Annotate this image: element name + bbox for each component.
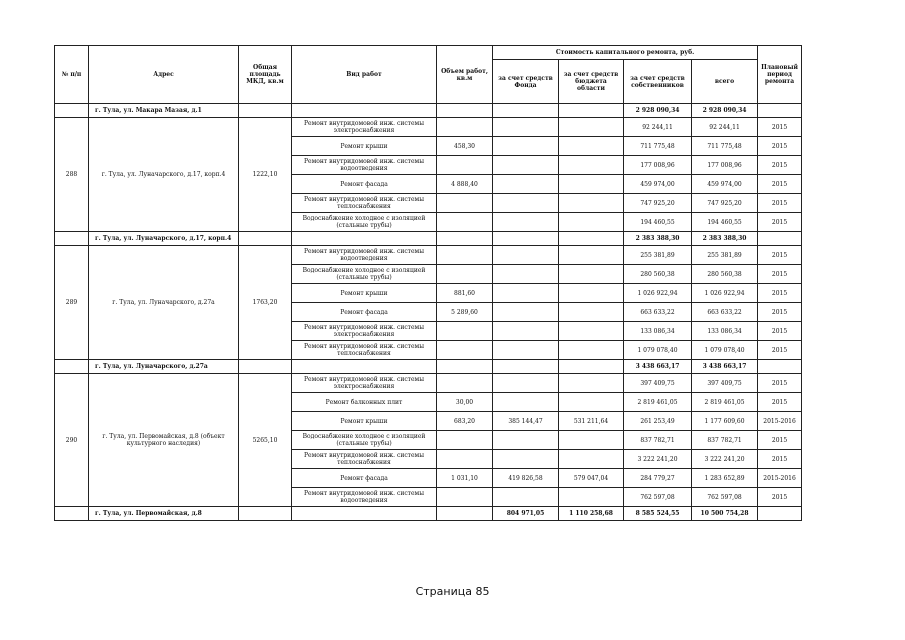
- cell-fund: [493, 341, 559, 360]
- cell-region: [559, 284, 624, 303]
- cell-volume: 30,00: [437, 393, 493, 412]
- cell-fund: [493, 118, 559, 137]
- cell-work-type: Ремонт крыши: [292, 284, 437, 303]
- cell-owners: 177 008,96: [624, 156, 692, 175]
- cell-work-type: Ремонт внутридомовой инж. системы электроснабжения: [292, 374, 437, 393]
- table-row: [55, 246, 802, 265]
- cell-total: 3 438 663,17: [692, 360, 758, 374]
- cell-period: 2015: [758, 303, 802, 322]
- cell-subtotal-address: г. Тула, ул. Луначарского, д.17, корп.4: [89, 232, 239, 246]
- cell-fund: [493, 232, 559, 246]
- cell-address: г. Тула, ул. Луначарского, д.17, корп.4: [89, 118, 239, 232]
- cell-fund: [493, 265, 559, 284]
- cell-region: [559, 246, 624, 265]
- cell-owners: 1 026 922,94: [624, 284, 692, 303]
- cell-region: [559, 104, 624, 118]
- cell-region: [559, 374, 624, 393]
- cell-work-type: Ремонт крыши: [292, 137, 437, 156]
- cell-total: 10 500 754,28: [692, 507, 758, 521]
- cell-total: 1 283 652,89: [692, 469, 758, 488]
- cell-region: 1 110 258,68: [559, 507, 624, 521]
- cell-volume: 4 888,40: [437, 175, 493, 194]
- cell-owners: 280 560,38: [624, 265, 692, 284]
- cell-total: 459 974,00: [692, 175, 758, 194]
- cell-volume: [437, 118, 493, 137]
- cell-region: [559, 322, 624, 341]
- cell-total: 762 597,08: [692, 488, 758, 507]
- cell-work-type: Ремонт фасада: [292, 469, 437, 488]
- cell-owners: 397 409,75: [624, 374, 692, 393]
- cell-period: 2015: [758, 488, 802, 507]
- cell-total: 747 925,20: [692, 194, 758, 213]
- cell-num: 288: [55, 118, 89, 232]
- cell-address: г. Тула, ул. Первомайская, д.8 (объект культурного наследия): [89, 374, 239, 507]
- cell-subtotal-address: г. Тула, ул. Первомайская, д.8: [89, 507, 239, 521]
- cell-area-empty: [239, 232, 292, 246]
- cell-fund: 385 144,47: [493, 412, 559, 431]
- cell-region: [559, 137, 624, 156]
- cell-total: 2 383 388,30: [692, 232, 758, 246]
- table-row: [55, 118, 802, 137]
- cell-work-type: Ремонт внутридомовой инж. системы водоотведения: [292, 488, 437, 507]
- cell-area-empty: [239, 104, 292, 118]
- header-total: всего: [692, 60, 758, 104]
- cell-total: 1 079 078,40: [692, 341, 758, 360]
- cell-address: г. Тула, ул. Луначарского, д.27а: [89, 246, 239, 360]
- cell-period: 2015-2016: [758, 412, 802, 431]
- cell-volume: 1 031,10: [437, 469, 493, 488]
- cell-region: [559, 431, 624, 450]
- subtotal-row: [55, 232, 802, 246]
- cell-fund: [493, 194, 559, 213]
- cell-fund: [493, 284, 559, 303]
- cell-owners: 3 222 241,20: [624, 450, 692, 469]
- header-owners: за счет средств собственников: [624, 60, 692, 104]
- cell-fund: [493, 488, 559, 507]
- cell-region: [559, 156, 624, 175]
- cell-work-empty: [292, 360, 437, 374]
- cell-owners: 92 244,11: [624, 118, 692, 137]
- cell-period: 2015: [758, 322, 802, 341]
- cell-period: 2015: [758, 374, 802, 393]
- cell-volume: [437, 450, 493, 469]
- cell-volume-empty: [437, 104, 493, 118]
- cell-period-empty: [758, 360, 802, 374]
- cell-area: 1222,10: [239, 118, 292, 232]
- table-body: [55, 104, 802, 521]
- cell-volume: [437, 213, 493, 232]
- cell-num-empty: [55, 507, 89, 521]
- cell-region: [559, 360, 624, 374]
- cell-work-type: Ремонт внутридомовой инж. системы электроснабжения: [292, 118, 437, 137]
- cell-total: 663 633,22: [692, 303, 758, 322]
- header-period: Плановый период ремонта: [758, 46, 802, 104]
- cell-work-type: Водоснабжение холодное с изоляцией (стальные трубы): [292, 431, 437, 450]
- cell-region: [559, 303, 624, 322]
- cell-volume: [437, 431, 493, 450]
- cell-total: 194 460,55: [692, 213, 758, 232]
- cell-region: 579 047,04: [559, 469, 624, 488]
- cell-area: 5265,10: [239, 374, 292, 507]
- cell-fund: 419 826,58: [493, 469, 559, 488]
- cell-volume: [437, 488, 493, 507]
- cell-owners: 255 381,89: [624, 246, 692, 265]
- cell-volume: [437, 341, 493, 360]
- header-num: № п/п: [55, 46, 89, 104]
- cell-work-empty: [292, 232, 437, 246]
- header-area: Общая площадь МКД, кв.м: [239, 46, 292, 104]
- cell-region: [559, 213, 624, 232]
- cell-fund: [493, 137, 559, 156]
- table-header: [55, 46, 802, 104]
- repair-cost-table: [54, 45, 802, 521]
- cell-owners: 837 782,71: [624, 431, 692, 450]
- cell-fund: [493, 303, 559, 322]
- cell-volume: [437, 194, 493, 213]
- cell-region: [559, 450, 624, 469]
- cell-owners: 762 597,08: [624, 488, 692, 507]
- cell-num: 289: [55, 246, 89, 360]
- cell-total: 397 409,75: [692, 374, 758, 393]
- cell-period: 2015: [758, 194, 802, 213]
- cell-num-empty: [55, 360, 89, 374]
- cell-owners: 663 633,22: [624, 303, 692, 322]
- cell-region: [559, 118, 624, 137]
- cell-total: 280 560,38: [692, 265, 758, 284]
- cell-work-type: Ремонт фасада: [292, 303, 437, 322]
- cell-volume-empty: [437, 507, 493, 521]
- cell-period: 2015: [758, 265, 802, 284]
- cell-total: 1 177 609,60: [692, 412, 758, 431]
- cell-period: 2015: [758, 213, 802, 232]
- cell-owners: 261 253,49: [624, 412, 692, 431]
- cell-period-empty: [758, 104, 802, 118]
- cell-work-type: Ремонт внутридомовой инж. системы электроснабжения: [292, 322, 437, 341]
- subtotal-row: [55, 360, 802, 374]
- cell-period: 2015: [758, 175, 802, 194]
- cell-owners: 747 925,20: [624, 194, 692, 213]
- cell-total: 133 086,34: [692, 322, 758, 341]
- cell-volume-empty: [437, 360, 493, 374]
- cell-area: 1763,20: [239, 246, 292, 360]
- cell-total: 3 222 241,20: [692, 450, 758, 469]
- cell-region: [559, 175, 624, 194]
- cell-fund: [493, 374, 559, 393]
- cell-owners: 3 438 663,17: [624, 360, 692, 374]
- cell-region: [559, 265, 624, 284]
- cell-fund: [493, 156, 559, 175]
- cell-num-empty: [55, 232, 89, 246]
- cell-work-type: Ремонт внутридомовой инж. системы водоотведения: [292, 246, 437, 265]
- cell-period: 2015: [758, 156, 802, 175]
- cell-owners: 8 585 524,55: [624, 507, 692, 521]
- cell-work-type: Ремонт внутридомовой инж. системы водоотведения: [292, 156, 437, 175]
- cell-total: 2 819 461,05: [692, 393, 758, 412]
- cell-total: 1 026 922,94: [692, 284, 758, 303]
- cell-region: [559, 393, 624, 412]
- cell-region: [559, 341, 624, 360]
- cell-work-type: Водоснабжение холодное с изоляцией (стальные трубы): [292, 213, 437, 232]
- cell-total: 2 928 090,34: [692, 104, 758, 118]
- cell-volume: 5 289,60: [437, 303, 493, 322]
- subtotal-row: [55, 507, 802, 521]
- cell-work-type: Ремонт внутридомовой инж. системы теплоснабжения: [292, 341, 437, 360]
- cell-fund: [493, 393, 559, 412]
- cell-owners: 284 779,27: [624, 469, 692, 488]
- cell-period-empty: [758, 507, 802, 521]
- cell-total: 837 782,71: [692, 431, 758, 450]
- cell-owners: 2 383 388,30: [624, 232, 692, 246]
- header-fund: за счет средств Фонда: [493, 60, 559, 104]
- header-volume: Объем работ, кв.м: [437, 46, 493, 104]
- cell-fund: [493, 246, 559, 265]
- cell-work-empty: [292, 507, 437, 521]
- cell-total: 177 008,96: [692, 156, 758, 175]
- cell-period: 2015: [758, 450, 802, 469]
- cell-period: 2015: [758, 431, 802, 450]
- cell-area-empty: [239, 360, 292, 374]
- cell-period-empty: [758, 232, 802, 246]
- cell-fund: [493, 213, 559, 232]
- cell-period: 2015: [758, 341, 802, 360]
- cell-period: 2015: [758, 137, 802, 156]
- cell-fund: [493, 175, 559, 194]
- cell-fund: [493, 450, 559, 469]
- table-row: [55, 374, 802, 393]
- cell-total: 255 381,89: [692, 246, 758, 265]
- cell-volume-empty: [437, 232, 493, 246]
- cell-owners: 133 086,34: [624, 322, 692, 341]
- cell-volume: [437, 265, 493, 284]
- cell-volume: [437, 156, 493, 175]
- cell-region: 531 211,64: [559, 412, 624, 431]
- cell-volume: [437, 374, 493, 393]
- cell-volume: [437, 246, 493, 265]
- cell-fund: [493, 431, 559, 450]
- cell-work-type: Ремонт фасада: [292, 175, 437, 194]
- cell-work-type: Водоснабжение холодное с изоляцией (стальные трубы): [292, 265, 437, 284]
- cell-work-type: Ремонт балконных плит: [292, 393, 437, 412]
- cell-subtotal-address: г. Тула, ул. Макара Мазая, д.1: [89, 104, 239, 118]
- cell-volume: 458,30: [437, 137, 493, 156]
- cell-owners: 459 974,00: [624, 175, 692, 194]
- cell-work-type: Ремонт внутридомовой инж. системы теплоснабжения: [292, 194, 437, 213]
- cell-owners: 2 928 090,34: [624, 104, 692, 118]
- cell-work-type: Ремонт внутридомовой инж. системы теплоснабжения: [292, 450, 437, 469]
- cell-owners: 1 079 078,40: [624, 341, 692, 360]
- cell-owners: 194 460,55: [624, 213, 692, 232]
- subtotal-row: [55, 104, 802, 118]
- cell-volume: 881,60: [437, 284, 493, 303]
- cell-subtotal-address: г. Тула, ул. Луначарского, д.27а: [89, 360, 239, 374]
- cell-period: 2015: [758, 246, 802, 265]
- cell-region: [559, 488, 624, 507]
- cell-fund: [493, 104, 559, 118]
- cell-total: 92 244,11: [692, 118, 758, 137]
- cell-fund: 804 971,05: [493, 507, 559, 521]
- cell-volume: 683,20: [437, 412, 493, 431]
- cell-work-type: Ремонт крыши: [292, 412, 437, 431]
- cell-period: 2015: [758, 393, 802, 412]
- cell-period: 2015-2016: [758, 469, 802, 488]
- cell-num: 290: [55, 374, 89, 507]
- cell-period: 2015: [758, 284, 802, 303]
- cell-num-empty: [55, 104, 89, 118]
- header-region: за счет средств бюджета области: [559, 60, 624, 104]
- cell-owners: 711 775,48: [624, 137, 692, 156]
- cell-volume: [437, 322, 493, 341]
- cell-work-empty: [292, 104, 437, 118]
- cell-region: [559, 232, 624, 246]
- cell-area-empty: [239, 507, 292, 521]
- cell-period: 2015: [758, 118, 802, 137]
- page-number: Страница 85: [415, 585, 490, 598]
- header-address: Адрес: [89, 46, 239, 104]
- cell-total: 711 775,48: [692, 137, 758, 156]
- cell-fund: [493, 360, 559, 374]
- header-cost-group: Стоимость капитального ремонта, руб.: [493, 46, 758, 60]
- cell-region: [559, 194, 624, 213]
- cell-fund: [493, 322, 559, 341]
- cell-owners: 2 819 461,05: [624, 393, 692, 412]
- header-work-type: Вид работ: [292, 46, 437, 104]
